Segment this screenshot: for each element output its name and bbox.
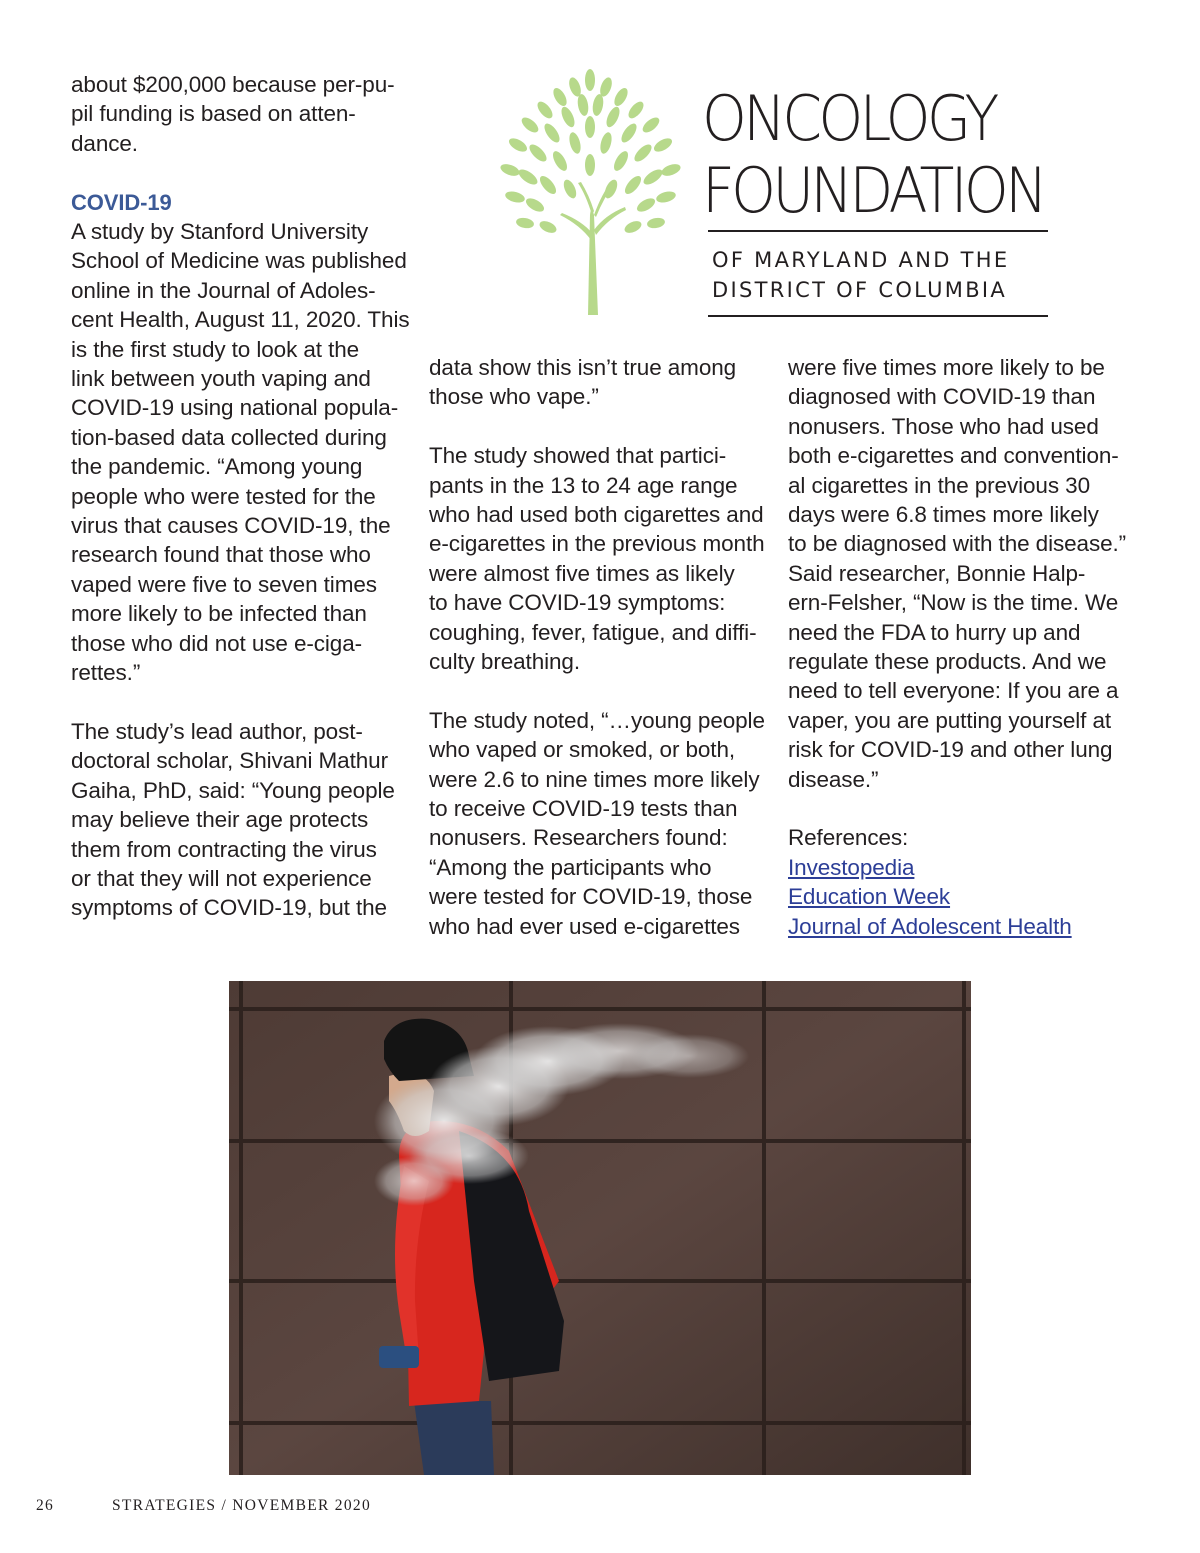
intro-paragraph: about $200,000 because per-pu- pil funding is based on atten- dance. <box>71 72 395 156</box>
article-column-1 <box>71 70 421 923</box>
article-column-2 <box>429 353 779 941</box>
logo-divider <box>708 230 1048 232</box>
publication-info: STRATEGIES / NOVEMBER 2020 <box>112 1497 371 1514</box>
page-number: 26 <box>36 1497 55 1514</box>
logo-line-2: FOUNDATION <box>702 154 1045 227</box>
oncology-foundation-logo <box>490 65 1060 325</box>
references-block <box>788 823 1138 941</box>
logo-subtitle <box>712 245 1052 305</box>
logo-divider <box>708 315 1048 317</box>
section-heading: COVID-19 <box>71 189 172 215</box>
reference-link-investopedia[interactable]: Investopedia <box>788 854 915 880</box>
reference-link-journal-adolescent-health[interactable]: Journal of Adolescent Health <box>788 913 1072 939</box>
body-paragraph: were five times more likely to be diagnosed with COVID-19 than nonusers. Those who had used both e-cigarettes and convention- al cigarettes in the previous 30 days were 6.8 times more likely to be diagnosed with the disease.” Said researcher, Bonnie Halp- ern-Felsher, “Now is the time. We need the FDA to hurry up and regulate these products. And we need to tell everyone: If you are a vaper, you are putting yourself at risk for COVID-19 and other lung disease.” <box>788 355 1127 792</box>
tree-icon <box>490 65 700 320</box>
logo-subline-1: OF MARYLAND AND THE <box>712 248 1010 272</box>
logo-wordmark <box>702 82 1045 227</box>
vaping-photo <box>229 981 971 1475</box>
reference-link-education-week[interactable]: Education Week <box>788 884 951 910</box>
body-paragraph: The study showed that partici- pants in the 13 to 24 age range who had used both cigarettes and e-cigarettes in the previous month were almost five times as likely to have COVID-19 symptoms: coughing, fever, fatigue, and diffi- culty breathing. <box>429 443 765 675</box>
body-paragraph: The study noted, “…young people who vaped or smoked, or both, were 2.6 to nine times more likely to receive COVID-19 tests than nonusers. Researchers found: “Among the participants who were tested for COVID-19, those who had ever used e-cigarettes <box>429 707 765 939</box>
references-label: References: <box>788 825 909 851</box>
page-footer <box>36 1497 536 1515</box>
body-paragraph: data show this isn’t true among those who vape.” <box>429 355 737 410</box>
body-paragraph: A study by Stanford University School of Medicine was published online in the Journal of Adoles- cent Health, August 11, 2020. This is the first study to look at the link between youth vaping and COVID-19 using national popula- tion-based data collected during the pandemic. “Among young people who were tested for the virus that causes COVID-19, the research found that those who vaped were five to seven times more likely to be infected than those who did not use e-ciga- rettes.” <box>71 219 410 686</box>
logo-line-1: ONCOLOGY <box>702 82 996 155</box>
body-paragraph: The study’s lead author, post- doctoral scholar, Shivani Mathur Gaiha, PhD, said: “Young people may believe their age protects them from contracting the virus or that they will not experience symptoms of COVID-19, but the <box>71 718 395 921</box>
article-column-3 <box>788 353 1138 941</box>
logo-subline-2: DISTRICT OF COLUMBIA <box>712 278 1008 302</box>
